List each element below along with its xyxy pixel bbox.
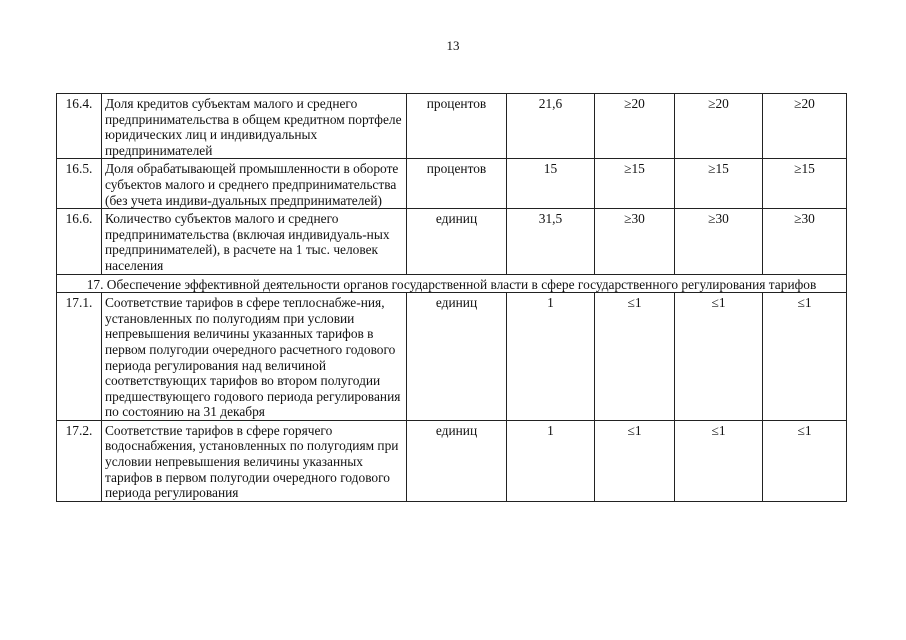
value-cell: ≥20 — [675, 94, 763, 159]
value-cell: 1 — [507, 293, 595, 421]
table-row — [57, 293, 847, 421]
row-number: 17.2. — [57, 420, 102, 501]
value-cell: 15 — [507, 159, 595, 209]
value-cell: ≥15 — [595, 159, 675, 209]
value-cell: ≤1 — [675, 420, 763, 501]
value-cell: ≤1 — [595, 293, 675, 421]
row-number: 16.6. — [57, 209, 102, 274]
row-number: 17.1. — [57, 293, 102, 421]
value-cell: ≥15 — [763, 159, 847, 209]
row-number: 16.4. — [57, 94, 102, 159]
indicator-name: Соответствие тарифов в сфере горячего водоснабжения, установленных по полугодиям при условии непревышения величины указанных тарифов в первом полугодии очередного годового периода регулирования — [102, 420, 407, 501]
value-cell: ≤1 — [763, 420, 847, 501]
table-row — [57, 94, 847, 159]
value-cell: 1 — [507, 420, 595, 501]
page-number: 13 — [446, 38, 460, 53]
value-cell: ≥30 — [763, 209, 847, 274]
value-cell: ≥20 — [763, 94, 847, 159]
value-cell: ≤1 — [675, 293, 763, 421]
table-row — [57, 420, 847, 501]
section-row — [57, 274, 847, 293]
value-cell: ≤1 — [595, 420, 675, 501]
unit-cell: процентов — [407, 94, 507, 159]
indicator-name: Доля обрабатывающей промышленности в обороте субъектов малого и среднего предпринимательства (без учета индиви-дуальных предпринимателей) — [102, 159, 407, 209]
value-cell: ≥30 — [595, 209, 675, 274]
value-cell: ≤1 — [763, 293, 847, 421]
value-cell: ≥15 — [675, 159, 763, 209]
indicator-name: Соответствие тарифов в сфере теплоснабже-ния, установленных по полугодиям при условии непревышения величины указанных тарифов в первом полугодии очередного расчетного годового периода регулирования над величиной соответствующих тарифов во втором полугодии предшествующего годового периода регулирования по состоянию на 31 декабря — [102, 293, 407, 421]
indicator-table — [56, 93, 847, 502]
unit-cell: единиц — [407, 293, 507, 421]
value-cell: 21,6 — [507, 94, 595, 159]
unit-cell: процентов — [407, 159, 507, 209]
value-cell: ≥20 — [595, 94, 675, 159]
section-heading: 17. Обеспечение эффективной деятельности органов государственной власти в сфере государственного регулирования тарифов — [57, 274, 847, 293]
indicator-name: Количество субъектов малого и среднего предпринимательства (включая индивидуаль-ных предпринимателей), в расчете на 1 тыс. человек населения — [102, 209, 407, 274]
unit-cell: единиц — [407, 420, 507, 501]
unit-cell: единиц — [407, 209, 507, 274]
value-cell: ≥30 — [675, 209, 763, 274]
table-row — [57, 209, 847, 274]
indicator-name: Доля кредитов субъектам малого и среднего предпринимательства в общем кредитном портфеле юридических лиц и индивидуальных предпринимателей — [102, 94, 407, 159]
row-number: 16.5. — [57, 159, 102, 209]
table-row — [57, 159, 847, 209]
value-cell: 31,5 — [507, 209, 595, 274]
